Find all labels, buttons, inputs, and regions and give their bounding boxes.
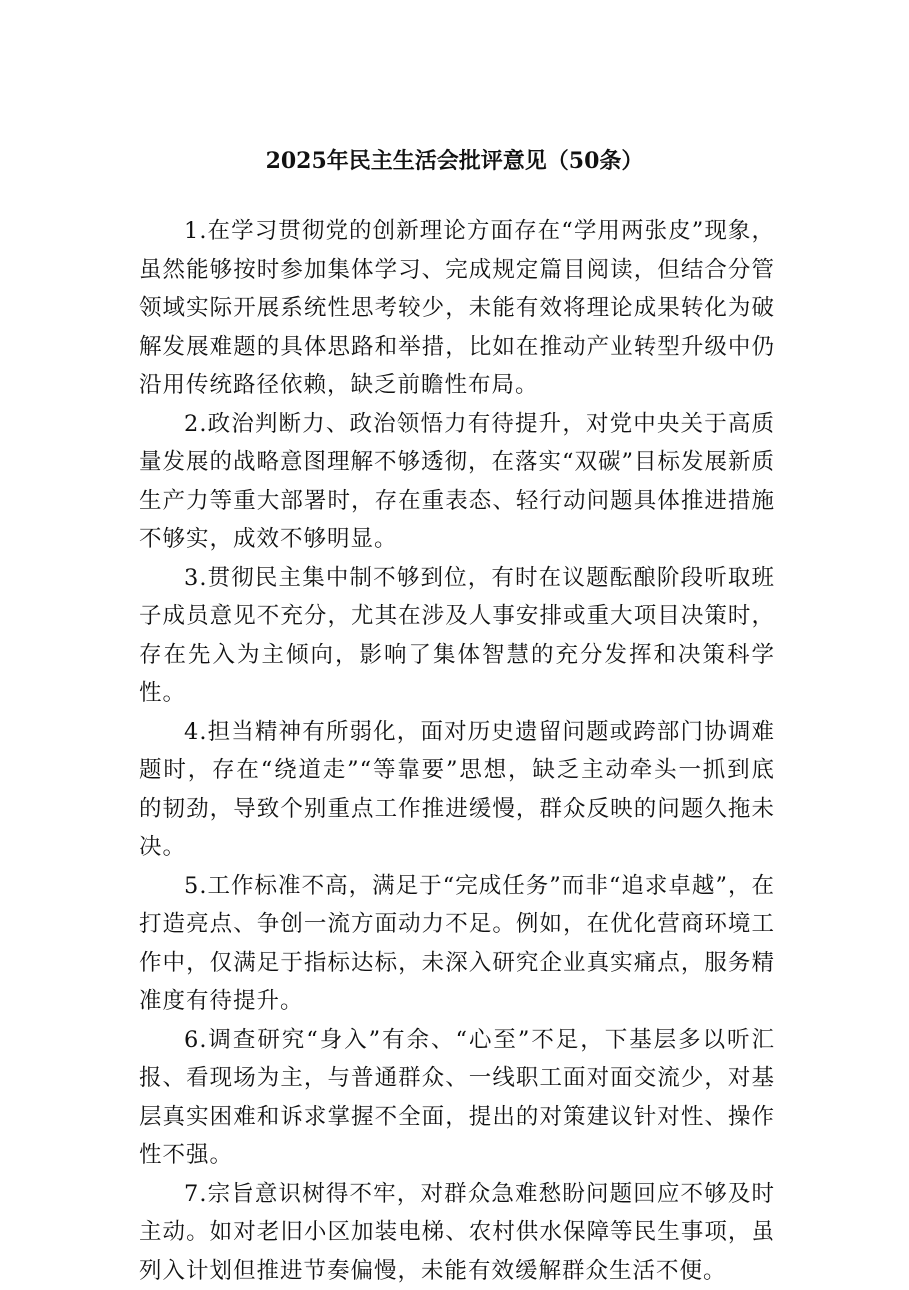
paragraph-5: 5.工作标准不高，满足于“完成任务”而非“追求卓越”，在打造亮点、争创一流方面动力不足。例如，在优化营商环境工作中，仅满足于指标达标，未深入研究企业真实痛点，服务精准度有待提升。 [139,867,775,1021]
document-title: 2025年民主生活会批评意见（50条） [0,146,909,176]
paragraph-1: 1.在学习贯彻党的创新理论方面存在“学用两张皮”现象，虽然能够按时参加集体学习、完成规定篇目阅读，但结合分管领域实际开展系统性思考较少，未能有效将理论成果转化为破解发展难题的具体思路和举措，比如在推动产业转型升级中仍沿用传统路径依赖，缺乏前瞻性布局。 [139,212,775,405]
paragraph-7: 7.宗旨意识树得不牢，对群众急难愁盼问题回应不够及时主动。如对老旧小区加装电梯、农村供水保障等民生事项，虽列入计划但推进节奏偏慢，未能有效缓解群众生活不便。 [139,1175,775,1290]
paragraph-6: 6.调查研究“身入”有余、“心至”不足，下基层多以听汇报、看现场为主，与普通群众、一线职工面对面交流少，对基层真实困难和诉求掌握不全面，提出的对策建议针对性、操作性不强。 [139,1021,775,1175]
document-body [139,212,775,1290]
paragraph-3: 3.贯彻民主集中制不够到位，有时在议题酝酿阶段听取班子成员意见不充分，尤其在涉及人事安排或重大项目决策时，存在先入为主倾向，影响了集体智慧的充分发挥和决策科学性。 [139,559,775,713]
paragraph-2: 2.政治判断力、政治领悟力有待提升，对党中央关于高质量发展的战略意图理解不够透彻，在落实“双碳”目标发展新质生产力等重大部署时，存在重表态、轻行动问题具体推进措施不够实，成效不够明显。 [139,405,775,559]
paragraph-4: 4.担当精神有所弱化，面对历史遗留问题或跨部门协调难题时，存在“绕道走”“等靠要”思想，缺乏主动牵头一抓到底的韧劲，导致个别重点工作推进缓慢，群众反映的问题久拖未决。 [139,713,775,867]
